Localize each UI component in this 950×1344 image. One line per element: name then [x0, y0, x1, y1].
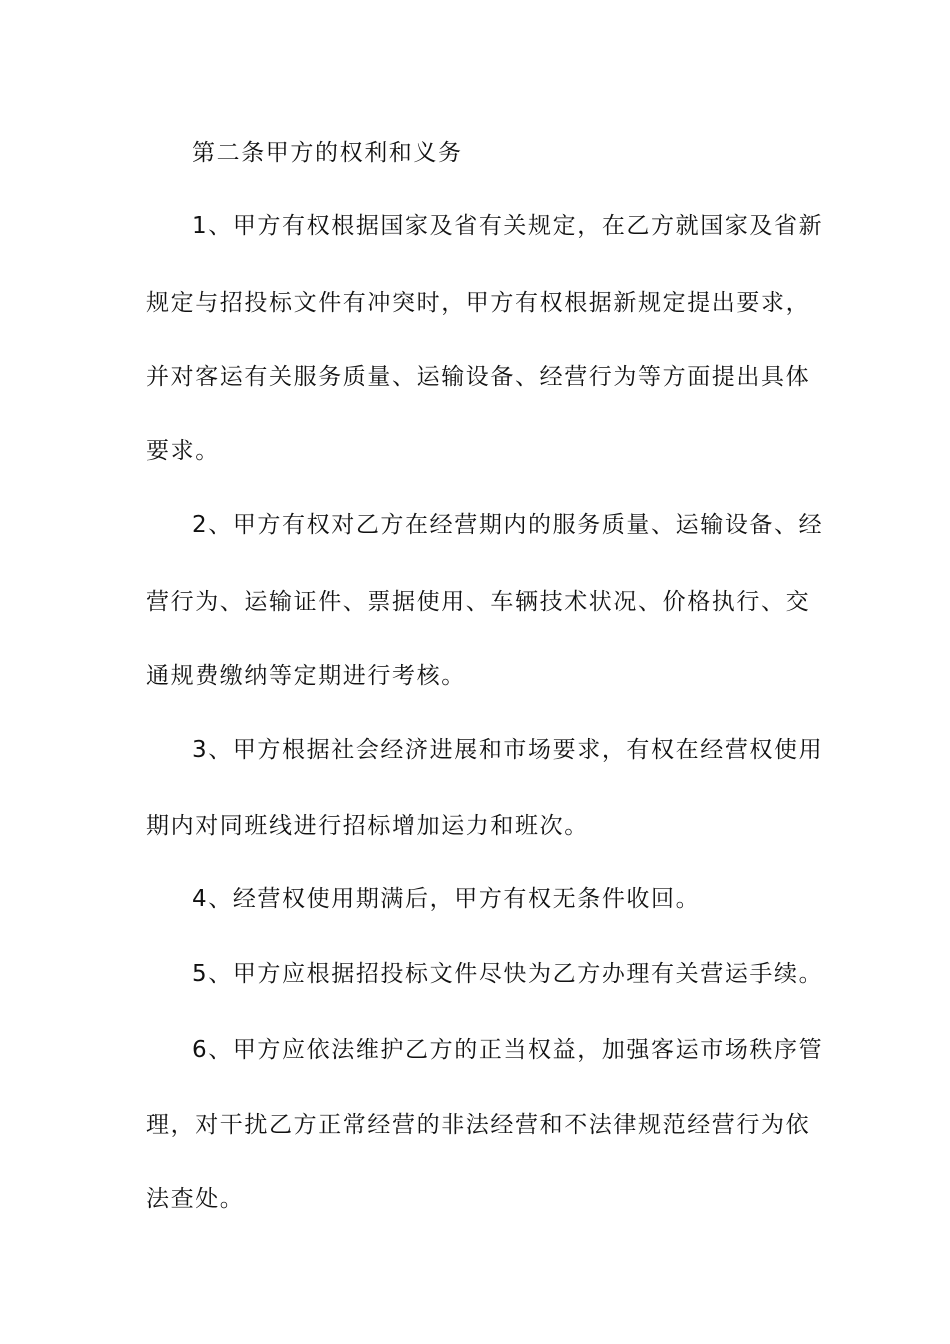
paragraph-1-line-3: 并对客运有关服务质量、运输设备、经营行为等方面提出具体 — [146, 364, 811, 390]
paragraph-1-line-1: 1、甲方有权根据国家及省有关规定，在乙方就国家及省新 — [192, 213, 824, 239]
paragraph-6-line-1: 6、甲方应依法维护乙方的正当权益，加强客运市场秩序管 — [192, 1037, 824, 1063]
paragraph-3-line-1: 3、甲方根据社会经济进展和市场要求，有权在经营权使用 — [192, 737, 824, 763]
paragraph-1-line-4: 要求。 — [146, 438, 220, 464]
paragraph-6-line-2: 理，对干扰乙方正常经营的非法经营和不法律规范经营行为依 — [146, 1112, 811, 1138]
paragraph-2-line-1: 2、甲方有权对乙方在经营期内的服务质量、运输设备、经 — [192, 512, 824, 538]
paragraph-4: 4、经营权使用期满后，甲方有权无条件收回。 — [192, 886, 701, 912]
paragraph-6-line-3: 法查处。 — [146, 1186, 245, 1212]
paragraph-2-line-3: 通规费缴纳等定期进行考核。 — [146, 663, 466, 689]
paragraph-1-line-2: 规定与招投标文件有冲突时，甲方有权根据新规定提出要求， — [146, 290, 811, 316]
paragraph-3-line-2: 期内对同班线进行招标增加运力和班次。 — [146, 813, 589, 839]
section-heading: 第二条甲方的权利和义务 — [192, 140, 463, 166]
paragraph-2-line-2: 营行为、运输证件、票据使用、车辆技术状况、价格执行、交 — [146, 589, 811, 615]
paragraph-5: 5、甲方应根据招投标文件尽快为乙方办理有关营运手续。 — [192, 961, 824, 987]
